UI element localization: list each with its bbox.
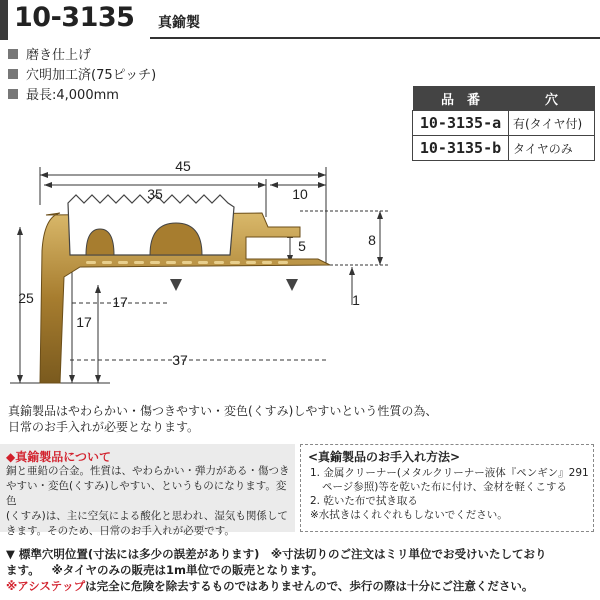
- material-label: 真鍮製: [158, 15, 200, 31]
- footer-line: ▼ 標準穴明位置(寸法には多少の誤差があります) ※寸法切りのご注文はミリ単位でお受けいたしており: [6, 547, 547, 561]
- feature-item: [8, 64, 156, 83]
- dim-label-height-8: 8: [368, 232, 376, 248]
- feature-item: [8, 44, 91, 63]
- spec-table: [412, 86, 595, 161]
- footer-line: [6, 562, 596, 578]
- title-accent: [0, 0, 8, 40]
- bullet-square-icon: [8, 49, 18, 59]
- product-code: 10-3135: [14, 2, 135, 33]
- footer-text: は完全に危険を除去するものではありませんので、歩行の際は十分にご注意ください。: [85, 579, 534, 593]
- profile-diagram: [0, 155, 420, 390]
- dim-label-width: 35: [147, 186, 163, 202]
- care-line: 2. 乾いた布で拭き取る: [310, 495, 418, 507]
- bullet-square-icon: [8, 89, 18, 99]
- table-cell-code: 10-3135-b: [413, 136, 509, 161]
- notice-line: 銅と亜鉛の合金。性質は、やわらかい・弾力がある・傷つき: [6, 465, 290, 477]
- table-cell-hole: タイヤのみ: [509, 136, 595, 161]
- hole-position-marker: [286, 279, 298, 291]
- title-underline: [150, 37, 600, 39]
- care-body: [310, 466, 590, 522]
- dim-label-lip: 10: [292, 186, 308, 202]
- footer-line: [6, 578, 596, 594]
- dim-label-thickness: 1: [352, 292, 360, 308]
- dim-label-height-5: 5: [298, 238, 306, 254]
- description-line: 真鍮製品はやわらかい・傷つきやすい・変色(くすみ)しやすいという性質の為、: [8, 404, 438, 418]
- bullet-square-icon: [8, 69, 18, 79]
- table-header: 穴: [509, 86, 595, 111]
- description-line: 日常のお手入れが必要となります。: [8, 420, 200, 434]
- notice-line: きます。そのため、日常のお手入れが必要です。: [6, 525, 235, 537]
- notice-heading: ◆真鍮製品について: [6, 450, 111, 464]
- table-header-row: [413, 86, 595, 111]
- footer-text: ※タイヤのみの販売は1m単位での販売となります。: [51, 563, 324, 577]
- hole-position-marker: [170, 279, 182, 291]
- table-cell-hole: 有(タイヤ付): [509, 111, 595, 136]
- care-heading: <真鍮製品のお手入れ方法>: [308, 450, 461, 464]
- feature-text: 磨き仕上げ: [26, 48, 92, 63]
- dim-label-length-37: 37: [172, 352, 188, 368]
- table-row: [413, 136, 595, 161]
- care-line: ※水拭きはくれぐれもしないでください。: [310, 509, 508, 521]
- dim-label-overall: 45: [175, 158, 191, 174]
- table-row: [413, 111, 595, 136]
- notice-line: (くすみ)は、主に空気による酸化と思われ、湿気も関係して: [6, 510, 288, 522]
- table-cell-code: 10-3135-a: [413, 111, 509, 136]
- dim-label-inner-17: 17: [112, 294, 128, 310]
- feature-text: 最長:4,000mm: [26, 88, 119, 103]
- dim-label-height-25: 25: [18, 290, 34, 306]
- title-bar: [0, 0, 600, 40]
- dim-label-depth-17: 17: [76, 314, 92, 330]
- notice-line: やすい・変色(くすみ)しやすい、というものになります。変色: [6, 480, 287, 507]
- notice-body: [6, 464, 294, 539]
- footer-brand-highlight: ※アシステップ: [6, 579, 86, 593]
- footer-text: ます。: [6, 563, 40, 577]
- table-header: 品 番: [413, 86, 509, 111]
- feature-text: 穴明加工済(75ピッチ): [26, 68, 157, 83]
- feature-item: [8, 84, 119, 103]
- care-line: ページ参照)等を乾いた布に付け、金材を軽くこする: [322, 481, 567, 493]
- footer-notes: [6, 546, 596, 594]
- care-line: 1. 金属クリーナー(メタルクリーナー液体『ペンギン』291: [310, 467, 589, 479]
